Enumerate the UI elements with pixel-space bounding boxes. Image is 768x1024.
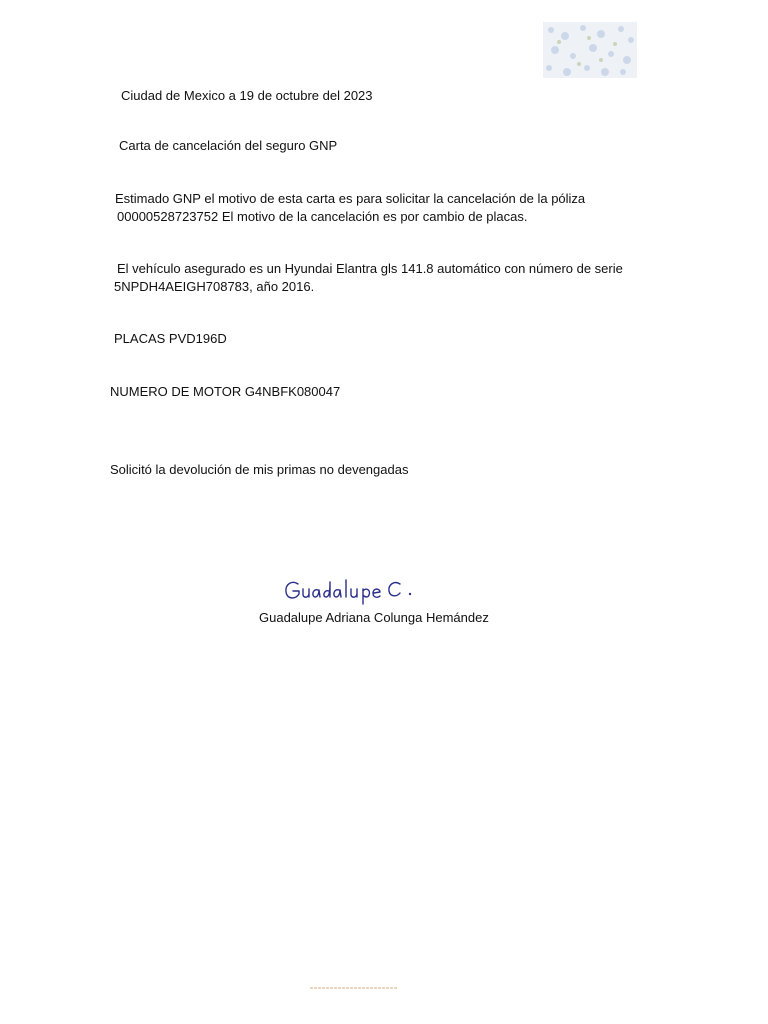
date-line: Ciudad de Mexico a 19 de octubre del 2023	[121, 88, 373, 103]
request-line: Solicitó la devolución de mis primas no devengadas	[110, 462, 409, 477]
vehicle-line-1: El vehículo asegurado es un Hyundai Elantra gls 141.8 automático con número de serie	[117, 261, 623, 276]
footer-mark	[310, 986, 398, 990]
plates-line: PLACAS PVD196D	[114, 331, 227, 346]
subject-line: Carta de cancelación del seguro GNP	[119, 138, 338, 153]
body-line-1: Estimado GNP el motivo de esta carta es para solicitar la cancelación de la póliza	[115, 191, 586, 206]
signature-image	[282, 574, 422, 610]
engine-number-line: NUMERO DE MOTOR G4NBFK080047	[110, 384, 341, 399]
body-line-2: 00000528723752 El motivo de la cancelación es por cambio de placas.	[117, 209, 528, 224]
stamp-image	[543, 22, 637, 78]
signer-name: Guadalupe Adriana Colunga Hemández	[259, 610, 489, 625]
vehicle-line-2: 5NPDH4AEIGH708783, año 2016.	[114, 279, 315, 294]
